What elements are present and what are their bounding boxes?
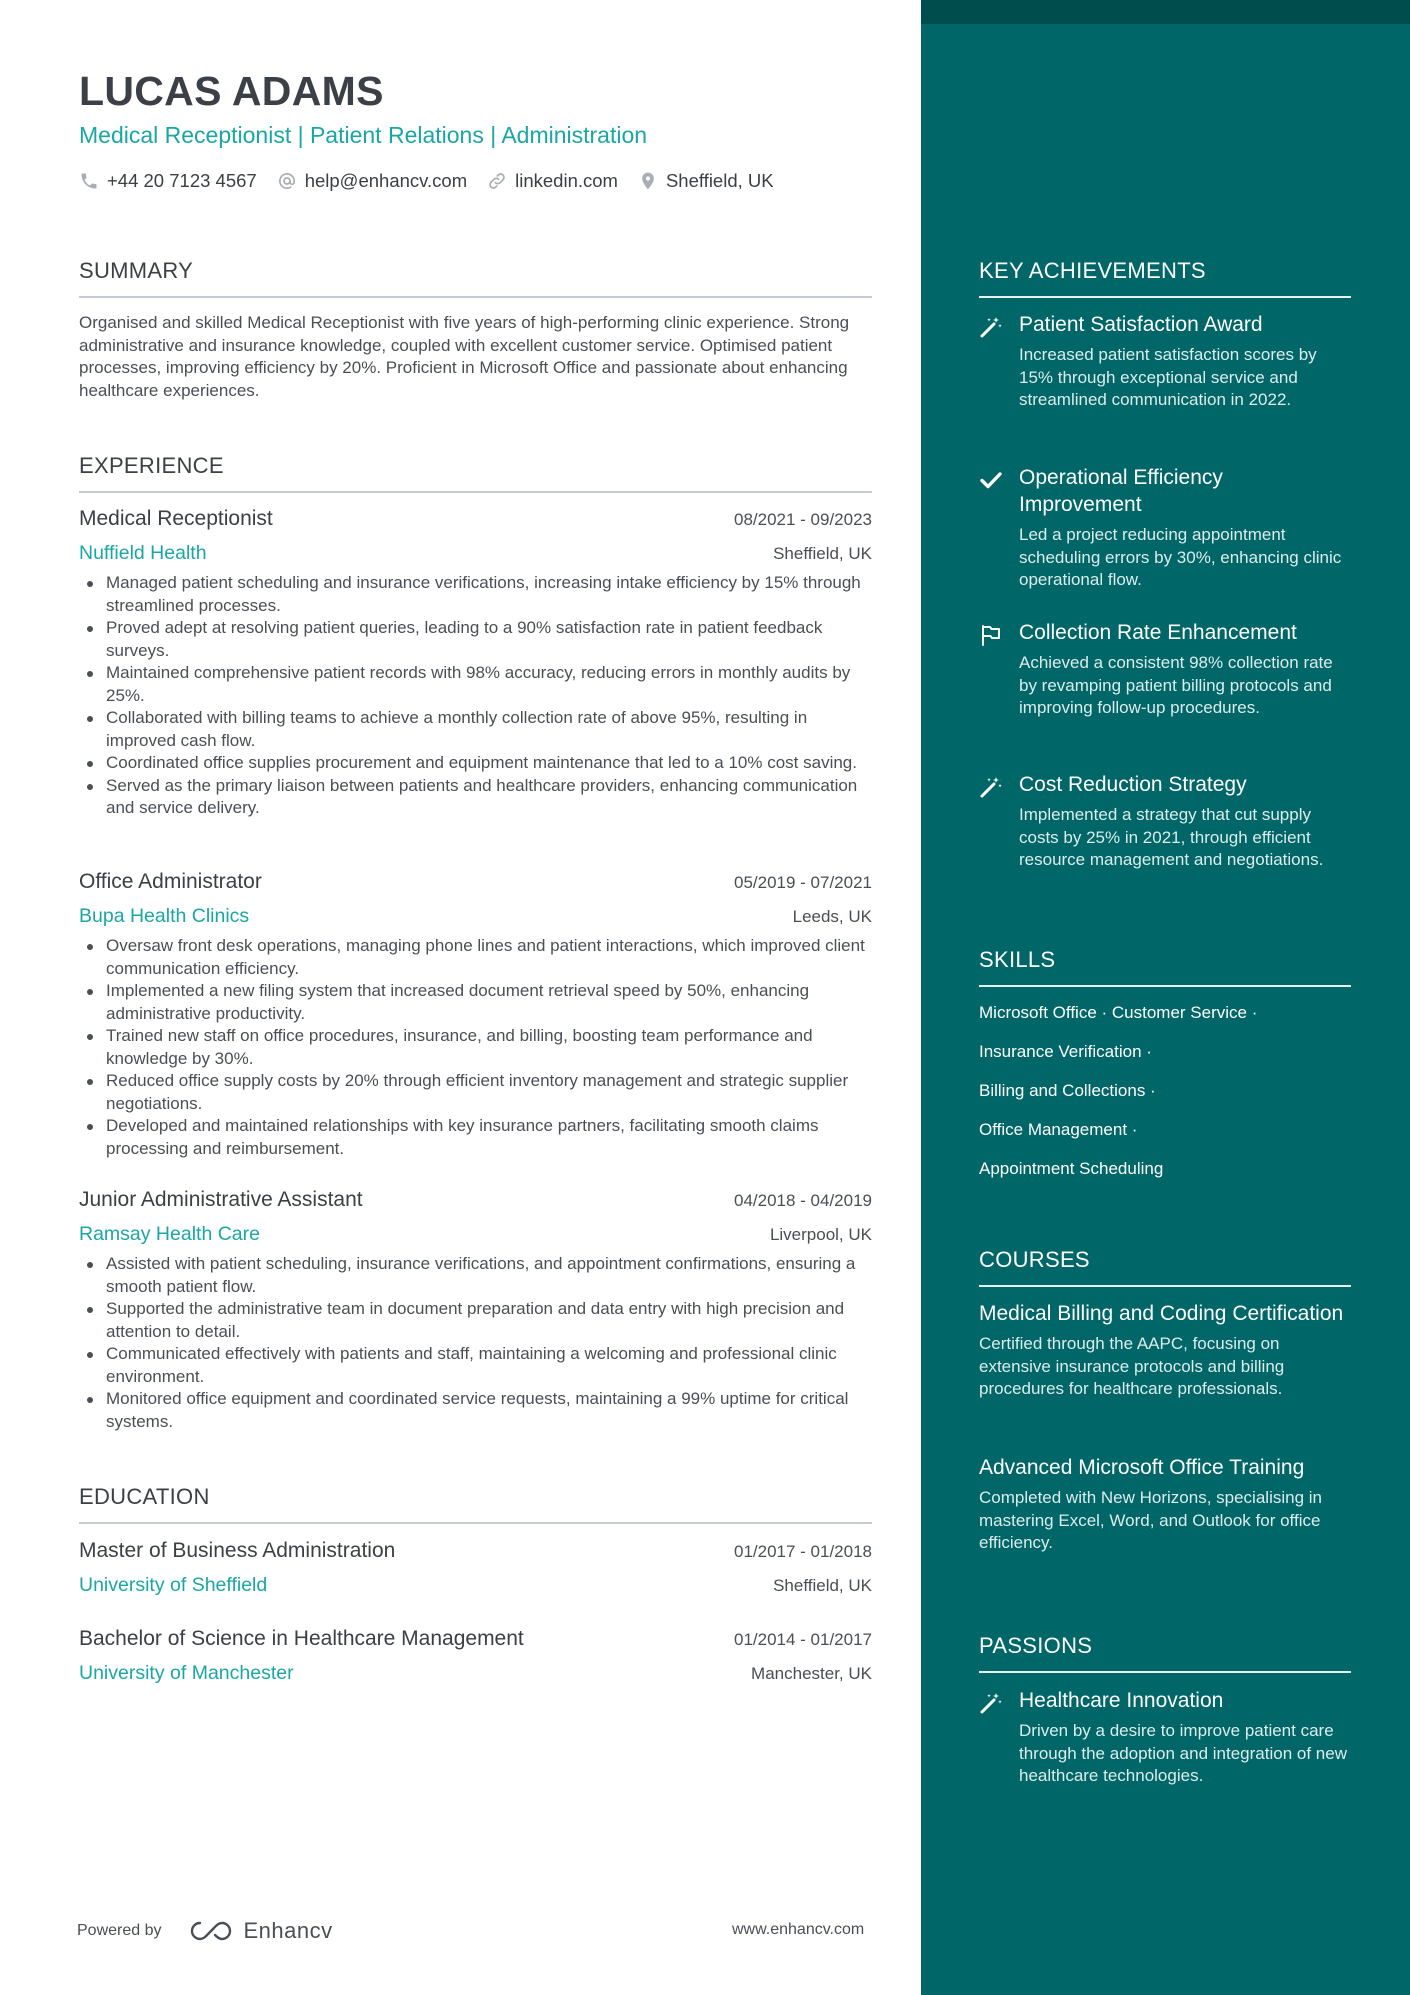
course-item [979, 1300, 1351, 1401]
sidebar [921, 0, 1410, 1995]
job-dates: 08/2021 - 09/2023 [733, 510, 872, 529]
job-bullets [79, 935, 872, 1160]
enhancv-logo[interactable] [188, 1918, 333, 1944]
powered-by-label: Powered by [77, 1922, 162, 1939]
contact-phone[interactable] [79, 170, 257, 192]
achievement-item [979, 464, 1351, 592]
courses-heading: COURSES [979, 1247, 1351, 1287]
bullet: Monitored office equipment and coordinated service requests, maintaining a 99% uptime for critical systems. [79, 1388, 872, 1433]
magic-wand-icon [979, 315, 1003, 339]
skill-line: Appointment Scheduling [979, 1159, 1164, 1178]
job-title: Junior Administrative Assistant [79, 1188, 363, 1211]
achievements-heading: KEY ACHIEVEMENTS [979, 258, 1351, 298]
company-name[interactable]: Ramsay Health Care [79, 1223, 260, 1245]
location-pin-icon [638, 171, 658, 191]
bullet: Reduced office supply costs by 20% through efficient inventory management and strategic supplier negotiations. [79, 1070, 872, 1115]
achievement-desc: Led a project reducing appointment scheduling errors by 30%, enhancing clinic operational flow. [1019, 525, 1342, 589]
passion-item [979, 1687, 1351, 1788]
link-icon [487, 171, 507, 191]
job-dates: 04/2018 - 04/2019 [733, 1191, 872, 1210]
bullet: Supported the administrative team in document preparation and data entry with high precision and attention to detail. [79, 1298, 872, 1343]
education-location: Sheffield, UK [773, 1576, 872, 1595]
experience-item [79, 870, 872, 1160]
education-dates: 01/2014 - 01/2017 [733, 1630, 872, 1649]
checkmark-icon [979, 468, 1003, 492]
education-item [79, 1539, 872, 1597]
job-title: Medical Receptionist [79, 507, 273, 530]
education-item [79, 1627, 872, 1685]
skill-line: Billing and Collections · [979, 1081, 1156, 1100]
headline: Medical Receptionist | Patient Relations | Administration [79, 122, 648, 148]
job-location: Sheffield, UK [773, 544, 872, 563]
achievement-title: Collection Rate Enhancement [1019, 621, 1297, 644]
school-name[interactable]: University of Sheffield [79, 1574, 268, 1596]
bullet: Proved adept at resolving patient queries, leading to a 90% satisfaction rate in patient feedback surveys. [79, 617, 872, 662]
contact-location [638, 170, 774, 192]
job-location: Liverpool, UK [769, 1225, 872, 1244]
summary-text: Organised and skilled Medical Receptionist with five years of high-performing clinic experience. Strong administrative and insurance knowledge, coupled with excellent customer service. Optimised patient processes, improving efficiency by 20%. Proficient in Microsoft Office and passionate about enhancing healthcare experiences. [79, 313, 850, 400]
bullet: Served as the primary liaison between patients and healthcare providers, enhancing communication and service delivery. [79, 775, 872, 820]
bullet: Assisted with patient scheduling, insurance verifications, and appointment confirmations, ensuring a smooth patient flow. [79, 1253, 872, 1298]
bullet: Collaborated with billing teams to achieve a monthly collection rate of above 95%, resulting in improved cash flow. [79, 707, 872, 752]
education-location: Manchester, UK [751, 1664, 872, 1683]
achievement-title: Operational Efficiency Improvement [1019, 466, 1223, 516]
bullet: Communicated effectively with patients and staff, maintaining a welcoming and professional clinic environment. [79, 1343, 872, 1388]
sidebar-top-band [921, 0, 1410, 24]
course-title: Medical Billing and Coding Certification [979, 1302, 1344, 1325]
achievement-item [979, 311, 1351, 412]
job-bullets [79, 572, 872, 820]
achievement-desc: Achieved a consistent 98% collection rate by revamping patient billing protocols and improving follow-up procedures. [1019, 653, 1333, 717]
footer-website[interactable]: www.enhancv.com [732, 1921, 865, 1938]
contact-linkedin-text: linkedin.com [515, 170, 618, 191]
job-dates: 05/2019 - 07/2021 [733, 873, 872, 892]
candidate-name: LUCAS ADAMS [79, 68, 384, 114]
job-bullets [79, 1253, 872, 1433]
company-name[interactable]: Bupa Health Clinics [79, 905, 250, 927]
bullet: Trained new staff on office procedures, insurance, and billing, boosting team performance and knowledge by 30%. [79, 1025, 872, 1070]
achievement-item [979, 771, 1351, 872]
experience-heading: EXPERIENCE [79, 453, 872, 493]
phone-icon [79, 171, 99, 191]
magic-wand-icon [979, 775, 1003, 799]
bullet: Maintained comprehensive patient records with 98% accuracy, reducing errors in monthly audits by 25%. [79, 662, 872, 707]
skill-line: Microsoft Office · Customer Service · [979, 1003, 1258, 1022]
achievement-title: Patient Satisfaction Award [1019, 313, 1263, 336]
bullet: Coordinated office supplies procurement and equipment maintenance that led to a 10% cost saving. [79, 752, 872, 775]
skill-line: Office Management · [979, 1120, 1138, 1139]
school-name[interactable]: University of Manchester [79, 1662, 294, 1684]
education-heading: EDUCATION [79, 1484, 872, 1524]
contact-linkedin[interactable] [487, 170, 618, 192]
course-desc: Certified through the AAPC, focusing on extensive insurance protocols and billing procedures for healthcare professionals. [979, 1334, 1285, 1398]
bullet: Developed and maintained relationships with key insurance partners, facilitating smooth claims processing and reimbursement. [79, 1115, 872, 1160]
course-item [979, 1454, 1351, 1555]
job-location: Leeds, UK [792, 907, 872, 926]
magic-wand-icon [979, 1691, 1003, 1715]
experience-item [79, 1188, 872, 1433]
contact-email[interactable] [277, 170, 467, 192]
passion-title: Healthcare Innovation [1019, 1689, 1224, 1712]
bullet: Implemented a new filing system that increased document retrieval speed by 50%, enhancing administrative productivity. [79, 980, 872, 1025]
degree-title: Bachelor of Science in Healthcare Management [79, 1627, 524, 1650]
passions-heading: PASSIONS [979, 1633, 1351, 1673]
achievement-desc: Implemented a strategy that cut supply costs by 25% in 2021, through efficient resource management and negotiations. [1019, 805, 1324, 869]
course-desc: Completed with New Horizons, specialising in mastering Excel, Word, and Outlook for office efficiency. [979, 1488, 1322, 1552]
contact-location-text: Sheffield, UK [665, 170, 774, 191]
contact-phone-text: +44 20 7123 4567 [107, 170, 257, 191]
passion-desc: Driven by a desire to improve patient care through the adoption and integration of new healthcare technologies. [1019, 1721, 1347, 1785]
company-name[interactable]: Nuffield Health [79, 542, 207, 564]
skill-line: Insurance Verification · [979, 1042, 1152, 1061]
enhancv-logo-icon [188, 1919, 234, 1943]
enhancv-brand-text: Enhancv [243, 1918, 333, 1943]
course-title: Advanced Microsoft Office Training [979, 1456, 1305, 1479]
achievement-title: Cost Reduction Strategy [1019, 773, 1247, 796]
degree-title: Master of Business Administration [79, 1539, 396, 1562]
bullet: Oversaw front desk operations, managing phone lines and patient interactions, which improved client communication efficiency. [79, 935, 872, 980]
achievement-item [979, 619, 1351, 720]
achievement-desc: Increased patient satisfaction scores by 15% through exceptional service and streamlined communication in 2022. [1019, 345, 1317, 409]
skills-heading: SKILLS [979, 947, 1351, 987]
education-dates: 01/2017 - 01/2018 [733, 1542, 872, 1561]
contact-bar [79, 170, 794, 192]
summary-heading: SUMMARY [79, 258, 872, 298]
footer-powered-by [77, 1918, 333, 1944]
bullet: Managed patient scheduling and insurance verifications, increasing intake efficiency by 15% through streamlined processes. [79, 572, 872, 617]
at-icon [277, 171, 297, 191]
flag-icon [979, 623, 1003, 647]
job-title: Office Administrator [79, 870, 262, 893]
contact-email-text: help@enhancv.com [304, 170, 468, 191]
experience-item [79, 507, 872, 820]
